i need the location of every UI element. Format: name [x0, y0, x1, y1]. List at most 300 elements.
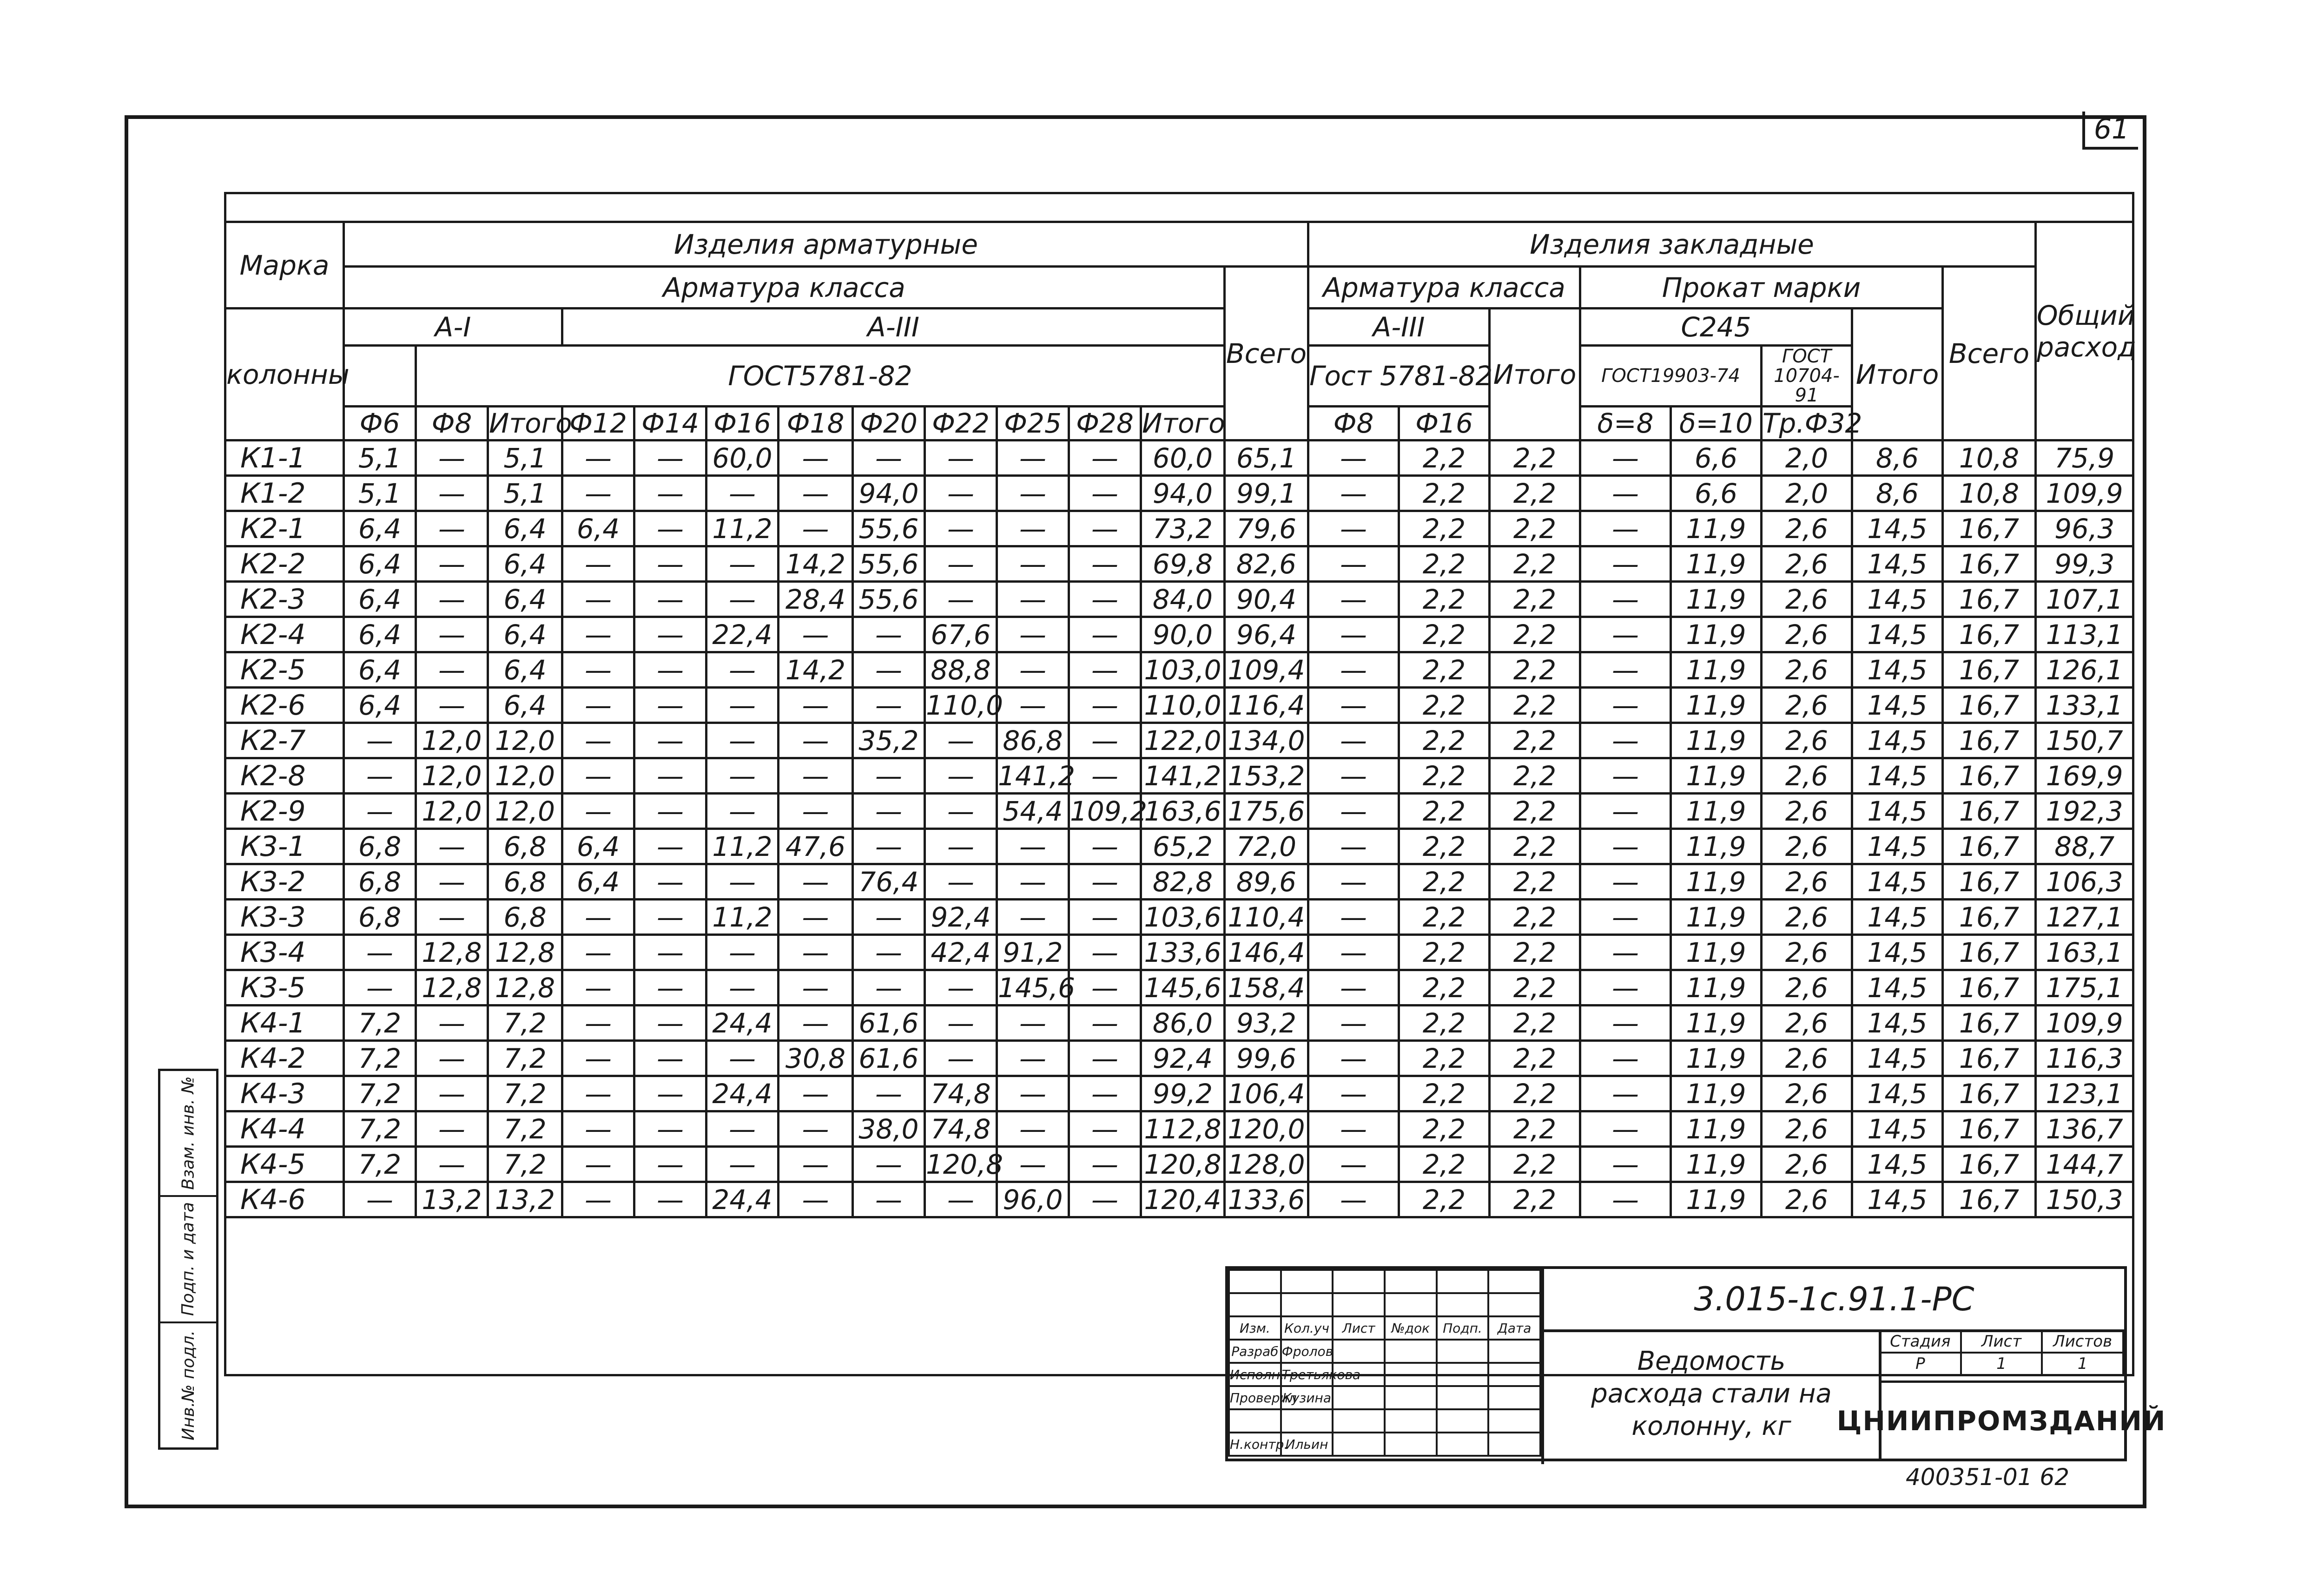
gost5781-header: ГОСТ5781-82	[416, 346, 1225, 407]
table-cell: 169,9	[2036, 758, 2133, 794]
table-cell: 11,9	[1671, 1076, 1762, 1111]
column-mark: К3-3	[225, 900, 344, 935]
table-cell: —	[562, 652, 634, 688]
table-cell: 106,4	[1225, 1076, 1308, 1111]
table-cell: —	[706, 652, 779, 688]
table-cell: 72,0	[1225, 829, 1308, 864]
table-row	[225, 829, 2133, 864]
table-cell: —	[997, 582, 1069, 617]
column-mark: К2-7	[225, 723, 344, 758]
table-cell: 14,5	[1852, 935, 1943, 970]
table-cell: —	[706, 794, 779, 829]
table-cell: —	[779, 688, 853, 723]
table-cell: 6,8	[344, 900, 416, 935]
table-cell: 11,9	[1671, 1182, 1762, 1217]
table-row	[225, 1041, 2133, 1076]
table-cell: —	[853, 900, 925, 935]
emb-diameter-header: Ф16	[1399, 407, 1490, 440]
table-cell: —	[1069, 900, 1141, 935]
table-cell: 2,2	[1399, 617, 1490, 652]
table-cell: —	[562, 1182, 634, 1217]
table-cell: —	[634, 935, 706, 970]
table-cell: —	[1580, 1111, 1671, 1147]
table-cell: 2,6	[1762, 829, 1852, 864]
table-cell: 2,6	[1762, 1182, 1852, 1217]
table-cell: 13,2	[416, 1182, 488, 1217]
table-cell: —	[562, 1147, 634, 1182]
table-cell: —	[853, 829, 925, 864]
table-cell: 90,4	[1225, 582, 1308, 617]
table-cell: 5,1	[488, 440, 562, 476]
table-cell: —	[1069, 829, 1141, 864]
table-cell: 110,0	[925, 688, 997, 723]
table-cell: 2,2	[1490, 1182, 1580, 1217]
table-cell: 94,0	[853, 476, 925, 511]
table-cell: 6,4	[488, 511, 562, 546]
table-cell: 14,5	[1852, 758, 1943, 794]
table-cell: 22,4	[706, 617, 779, 652]
table-cell: —	[853, 794, 925, 829]
sheets-value: 1	[2042, 1353, 2123, 1375]
table-cell: —	[997, 864, 1069, 900]
table-cell: —	[1069, 935, 1141, 970]
table-row	[225, 688, 2133, 723]
table-cell: —	[997, 1147, 1069, 1182]
table-cell: 145,6	[997, 970, 1069, 1006]
organization-name: ЦНИИПРОМЗДАНИЙ	[1879, 1380, 2124, 1459]
table-cell: —	[416, 864, 488, 900]
column-mark: К2-9	[225, 794, 344, 829]
table-cell: 61,6	[853, 1006, 925, 1041]
stamp-cell: Ильин	[1281, 1433, 1333, 1456]
table-row	[225, 617, 2133, 652]
table-cell: 141,2	[1141, 758, 1225, 794]
table-cell: 2,2	[1490, 1006, 1580, 1041]
table-cell: —	[1580, 617, 1671, 652]
table-cell: 120,8	[925, 1147, 997, 1182]
table-cell: 99,3	[2036, 546, 2133, 582]
stamp-cell	[1488, 1433, 1540, 1456]
table-cell: 2,2	[1490, 1147, 1580, 1182]
table-cell: —	[1308, 582, 1399, 617]
column-mark: К1-1	[225, 440, 344, 476]
table-cell: —	[1580, 511, 1671, 546]
class-a3-header: А-III	[562, 309, 1225, 346]
table-cell: 2,6	[1762, 900, 1852, 935]
table-cell: 6,6	[1671, 440, 1762, 476]
table-cell: —	[1069, 1006, 1141, 1041]
table-cell: —	[1069, 1147, 1141, 1182]
table-cell: 12,0	[488, 723, 562, 758]
table-cell: 92,4	[925, 900, 997, 935]
table-cell: —	[344, 1182, 416, 1217]
table-cell: —	[562, 935, 634, 970]
table-cell: 89,6	[1225, 864, 1308, 900]
table-cell: 7,2	[488, 1076, 562, 1111]
stamp-cell	[1437, 1340, 1489, 1363]
table-cell: 14,5	[1852, 511, 1943, 546]
stamp-cell: Кузина	[1281, 1386, 1333, 1409]
column-mark: К4-6	[225, 1182, 344, 1217]
column-mark: К2-6	[225, 688, 344, 723]
table-cell: 99,2	[1141, 1076, 1225, 1111]
table-cell: —	[1580, 970, 1671, 1006]
stamp-cell	[1385, 1340, 1437, 1363]
table-cell: —	[1069, 1041, 1141, 1076]
table-cell: 2,2	[1399, 1041, 1490, 1076]
table-cell: 16,7	[1943, 794, 2036, 829]
rolled-size-header: Тр.Ф32	[1762, 407, 1852, 440]
table-cell: —	[779, 1147, 853, 1182]
table-cell: —	[997, 829, 1069, 864]
header-blank	[225, 193, 2133, 222]
table-cell: —	[634, 1147, 706, 1182]
emb-gost-header: Гост 5781-82	[1308, 346, 1490, 407]
table-cell: —	[997, 476, 1069, 511]
table-cell: 94,0	[1141, 476, 1225, 511]
table-cell: —	[706, 758, 779, 794]
table-cell: 116,4	[1225, 688, 1308, 723]
table-cell: 120,4	[1141, 1182, 1225, 1217]
column-mark: К2-8	[225, 758, 344, 794]
table-cell: 2,6	[1762, 1076, 1852, 1111]
table-cell: —	[634, 652, 706, 688]
table-cell: —	[997, 688, 1069, 723]
diameter-header: Ф25	[997, 407, 1069, 440]
table-cell: 14,5	[1852, 1182, 1943, 1217]
gost-spacer	[344, 346, 416, 407]
table-cell: 126,1	[2036, 652, 2133, 688]
table-cell: —	[779, 794, 853, 829]
table-cell: —	[344, 935, 416, 970]
table-cell: —	[1308, 970, 1399, 1006]
table-cell: 6,4	[488, 688, 562, 723]
column-mark: К2-1	[225, 511, 344, 546]
table-cell: 6,4	[562, 829, 634, 864]
table-cell: —	[925, 829, 997, 864]
table-cell: 16,7	[1943, 935, 2036, 970]
sheet-label: Лист	[1961, 1330, 2042, 1353]
table-cell: 11,9	[1671, 864, 1762, 900]
column-mark: К2-2	[225, 546, 344, 582]
table-cell: —	[1308, 1182, 1399, 1217]
table-cell: 92,4	[1141, 1041, 1225, 1076]
table-cell: —	[634, 617, 706, 652]
document-code: 3.015-1с.91.1-РС	[1544, 1269, 2124, 1332]
table-cell: 16,7	[1943, 617, 2036, 652]
table-cell: 103,0	[1141, 652, 1225, 688]
table-cell: 14,5	[1852, 794, 1943, 829]
table-cell: 6,4	[488, 617, 562, 652]
table-cell: 5,1	[344, 476, 416, 511]
diameter-header: Ф8	[416, 407, 488, 440]
table-cell: 2,2	[1399, 582, 1490, 617]
stamp-cell	[1385, 1409, 1437, 1433]
table-cell: 6,8	[488, 900, 562, 935]
table-cell: 146,4	[1225, 935, 1308, 970]
table-cell: —	[562, 476, 634, 511]
stamp-cell: Подп.	[1437, 1316, 1489, 1340]
table-cell: —	[779, 1076, 853, 1111]
table-cell: 42,4	[925, 935, 997, 970]
table-cell: 11,9	[1671, 1111, 1762, 1147]
table-cell: 2,6	[1762, 546, 1852, 582]
diameter-header: Ф16	[706, 407, 779, 440]
table-cell: 2,2	[1490, 900, 1580, 935]
table-cell: 14,5	[1852, 864, 1943, 900]
stamp-cell: Разраб	[1229, 1340, 1281, 1363]
title-block	[1225, 1266, 2166, 1461]
sheets-label: Листов	[2042, 1330, 2123, 1353]
table-cell: 2,2	[1490, 758, 1580, 794]
table-cell: —	[853, 935, 925, 970]
table-cell: 2,2	[1399, 1147, 1490, 1182]
table-cell: —	[925, 794, 997, 829]
column-mark: К4-2	[225, 1041, 344, 1076]
table-cell: —	[1308, 864, 1399, 900]
table-cell: 158,4	[1225, 970, 1308, 1006]
table-cell: 2,2	[1399, 1111, 1490, 1147]
diameter-header: Ф28	[1069, 407, 1141, 440]
stamp-cell: Н.контр.	[1229, 1433, 1281, 1456]
diameter-header: Ф18	[779, 407, 853, 440]
table-cell: —	[1580, 652, 1671, 688]
table-cell: 153,2	[1225, 758, 1308, 794]
table-cell: —	[634, 794, 706, 829]
table-cell: —	[634, 1006, 706, 1041]
table-cell: —	[853, 688, 925, 723]
table-cell: —	[1069, 970, 1141, 1006]
table-cell: 11,9	[1671, 723, 1762, 758]
table-row	[225, 970, 2133, 1006]
stamp-cell	[1281, 1293, 1333, 1316]
table-row	[225, 794, 2133, 829]
table-cell: —	[416, 511, 488, 546]
table-cell: —	[1580, 900, 1671, 935]
stamp-cell	[1437, 1409, 1489, 1433]
table-cell: 54,4	[997, 794, 1069, 829]
stamp-cell: Изм.	[1229, 1316, 1281, 1340]
table-cell: 7,2	[344, 1147, 416, 1182]
table-cell: 93,2	[1225, 1006, 1308, 1041]
table-cell: —	[1069, 476, 1141, 511]
table-cell: 24,4	[706, 1182, 779, 1217]
column-mark: К1-2	[225, 476, 344, 511]
table-cell: —	[997, 1111, 1069, 1147]
stamp-cell: Проверил	[1229, 1386, 1281, 1409]
armature-class-header: Арматура класса	[344, 267, 1225, 309]
table-cell: 2,2	[1399, 440, 1490, 476]
table-cell: 35,2	[853, 723, 925, 758]
stamp-cell	[1437, 1363, 1489, 1386]
table-cell: 16,7	[1943, 1147, 2036, 1182]
table-cell: —	[416, 652, 488, 688]
table-row	[225, 546, 2133, 582]
column-mark: К3-1	[225, 829, 344, 864]
table-cell: —	[1580, 1006, 1671, 1041]
diameter-header: Ф22	[925, 407, 997, 440]
column-mark: К4-3	[225, 1076, 344, 1111]
table-cell: 16,7	[1943, 688, 2036, 723]
table-cell: —	[1580, 794, 1671, 829]
table-row	[225, 935, 2133, 970]
table-cell: —	[925, 970, 997, 1006]
table-cell: —	[1308, 935, 1399, 970]
table-cell: 28,4	[779, 582, 853, 617]
table-cell: 2,6	[1762, 758, 1852, 794]
table-cell: —	[562, 440, 634, 476]
table-cell: —	[1069, 723, 1141, 758]
table-cell: 55,6	[853, 511, 925, 546]
table-cell: —	[706, 582, 779, 617]
column-mark: К2-5	[225, 652, 344, 688]
table-cell: —	[416, 476, 488, 511]
stamp-cell	[1333, 1386, 1385, 1409]
table-cell: —	[562, 1111, 634, 1147]
table-cell: 127,1	[2036, 900, 2133, 935]
column-mark: К3-2	[225, 864, 344, 900]
table-cell: —	[1069, 582, 1141, 617]
table-cell: —	[1580, 864, 1671, 900]
table-cell: —	[779, 511, 853, 546]
table-cell: 16,7	[1943, 511, 2036, 546]
sheet-value: 1	[1961, 1353, 2042, 1375]
table-cell: 2,6	[1762, 1111, 1852, 1147]
table-cell: —	[925, 758, 997, 794]
table-cell: 12,8	[488, 935, 562, 970]
stamp-cell	[1333, 1433, 1385, 1456]
table-cell: —	[1580, 1076, 1671, 1111]
table-row	[225, 900, 2133, 935]
table-cell: 96,4	[1225, 617, 1308, 652]
stamp-cell	[1488, 1409, 1540, 1433]
table-cell: 2,2	[1399, 546, 1490, 582]
table-cell: —	[1308, 546, 1399, 582]
table-cell: 96,3	[2036, 511, 2133, 546]
sheet-number: 61	[2082, 112, 2138, 150]
table-cell: —	[416, 1147, 488, 1182]
column-mark: К4-5	[225, 1147, 344, 1182]
diameter-header: Итого	[488, 407, 562, 440]
table-cell: —	[997, 511, 1069, 546]
table-cell: —	[706, 935, 779, 970]
table-cell: —	[853, 970, 925, 1006]
table-cell: 2,2	[1490, 935, 1580, 970]
stamp-cell	[1385, 1270, 1437, 1293]
stamp-cell	[1385, 1386, 1437, 1409]
table-cell: 91,2	[997, 935, 1069, 970]
table-cell: 11,9	[1671, 1041, 1762, 1076]
table-cell: 12,8	[488, 970, 562, 1006]
table-row	[225, 723, 2133, 758]
table-cell: —	[634, 1076, 706, 1111]
table-cell: —	[634, 688, 706, 723]
stamp-cell	[1437, 1293, 1489, 1316]
table-cell: 16,7	[1943, 829, 2036, 864]
table-cell: 16,7	[1943, 1006, 2036, 1041]
table-cell: 11,9	[1671, 511, 1762, 546]
table-cell: —	[562, 617, 634, 652]
table-cell: 99,1	[1225, 476, 1308, 511]
table-cell: —	[634, 758, 706, 794]
table-cell: 16,7	[1943, 758, 2036, 794]
table-cell: —	[925, 1041, 997, 1076]
table-cell: 2,2	[1399, 652, 1490, 688]
table-cell: —	[1069, 546, 1141, 582]
revision-grid	[1228, 1269, 1544, 1464]
table-cell: —	[1308, 511, 1399, 546]
table-cell: 82,8	[1141, 864, 1225, 900]
table-row	[225, 511, 2133, 546]
table-cell: —	[779, 900, 853, 935]
table-cell: —	[416, 1111, 488, 1147]
table-cell: —	[416, 1076, 488, 1111]
table-cell: 2,2	[1399, 723, 1490, 758]
table-cell: 134,0	[1225, 723, 1308, 758]
table-cell: 47,6	[779, 829, 853, 864]
table-cell: 11,9	[1671, 829, 1762, 864]
table-cell: 11,9	[1671, 900, 1762, 935]
table-cell: —	[925, 1182, 997, 1217]
table-cell: 16,7	[1943, 723, 2036, 758]
table-cell: 7,2	[488, 1111, 562, 1147]
table-cell: 107,1	[2036, 582, 2133, 617]
table-cell: 73,2	[1141, 511, 1225, 546]
diameter-header: Ф20	[853, 407, 925, 440]
table-cell: 14,2	[779, 652, 853, 688]
stamp-cell: №док	[1385, 1316, 1437, 1340]
table-cell: 2,2	[1490, 582, 1580, 617]
grand-total-header: Общий расход	[2036, 222, 2133, 440]
table-cell: 2,6	[1762, 1006, 1852, 1041]
table-row	[225, 1076, 2133, 1111]
table-cell: 133,6	[1225, 1182, 1308, 1217]
table-cell: —	[634, 829, 706, 864]
table-cell: 11,2	[706, 829, 779, 864]
stage-block	[1836, 1329, 2166, 1459]
table-cell: 11,2	[706, 900, 779, 935]
table-cell: 14,5	[1852, 688, 1943, 723]
table-cell: 11,9	[1671, 688, 1762, 723]
column-mark: К2-4	[225, 617, 344, 652]
table-cell: 2,6	[1762, 652, 1852, 688]
table-row	[225, 476, 2133, 511]
table-cell: —	[634, 582, 706, 617]
table-cell: —	[1580, 582, 1671, 617]
table-cell: 11,9	[1671, 1147, 1762, 1182]
table-cell: 74,8	[925, 1076, 997, 1111]
table-cell: 2,2	[1490, 476, 1580, 511]
table-cell: —	[1580, 440, 1671, 476]
table-cell: 16,7	[1943, 1111, 2036, 1147]
table-cell: —	[634, 1182, 706, 1217]
table-cell: 88,7	[2036, 829, 2133, 864]
column-mark: К4-4	[225, 1111, 344, 1147]
stamp-cell: Исполн.	[1229, 1363, 1281, 1386]
table-cell: 150,7	[2036, 723, 2133, 758]
stamp-cell: Кол.уч	[1281, 1316, 1333, 1340]
table-cell: 14,5	[1852, 1111, 1943, 1147]
table-cell: 5,1	[488, 476, 562, 511]
table-cell: 67,6	[925, 617, 997, 652]
table-cell: —	[1580, 935, 1671, 970]
table-cell: 110,4	[1225, 900, 1308, 935]
table-cell: —	[779, 970, 853, 1006]
table-cell: —	[634, 970, 706, 1006]
table-cell: 79,6	[1225, 511, 1308, 546]
table-cell: 2,6	[1762, 970, 1852, 1006]
table-cell: 11,9	[1671, 970, 1762, 1006]
